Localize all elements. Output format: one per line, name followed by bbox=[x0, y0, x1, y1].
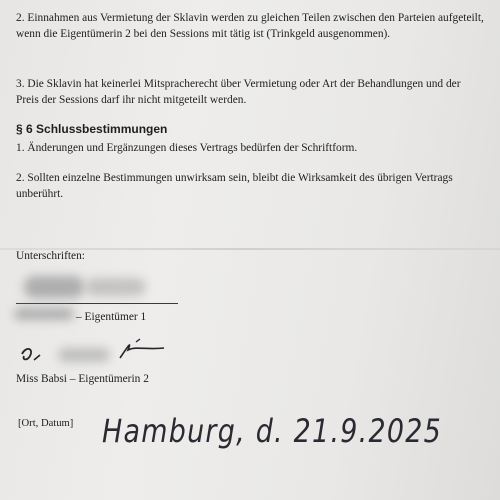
handwritten-place-date bbox=[98, 404, 448, 456]
signatures-label: Unterschriften: bbox=[16, 250, 85, 262]
closing-clause-1: 1. Änderungen und Ergänzungen dieses Vertrags bedürfen der Schriftform. bbox=[16, 142, 358, 154]
redacted-signature bbox=[86, 278, 146, 296]
redacted-signature bbox=[24, 276, 84, 298]
owner-1-label: – Eigentümer 1 bbox=[76, 311, 147, 323]
owner-2-label: Miss Babsi – Eigentümerin 2 bbox=[16, 373, 149, 385]
section-heading: § 6 Schlussbestimmungen bbox=[16, 122, 168, 136]
clause-revenue-share: 2. Einnahmen aus Vermietung der Sklavin werden zu gleichen Teilen zwischen den Parteien aufgeteilt, wenn die Eigentümerin 2 bei den Sessions mit tätig ist (Trinkgeld ausgenommen). bbox=[16, 12, 484, 40]
redacted-signature bbox=[58, 348, 110, 362]
clause-no-say: 3. Die Sklavin hat keinerlei Mitspracherecht über Vermietung oder Art der Behandlungen und der Preis der Sessions darf ihr nicht mitgeteilt werden. bbox=[16, 78, 461, 106]
place-date-label: [Ort, Datum] bbox=[18, 418, 74, 429]
closing-clause-2: 2. Sollten einzelne Bestimmungen unwirksam sein, bleibt die Wirksamkeit des übrigen Vertrags unberührt. bbox=[16, 172, 453, 200]
signature-line bbox=[16, 303, 178, 304]
redacted-name bbox=[14, 308, 74, 320]
handwritten-place-date-text: Hamburg, d. 21.9.2025 bbox=[102, 412, 442, 450]
